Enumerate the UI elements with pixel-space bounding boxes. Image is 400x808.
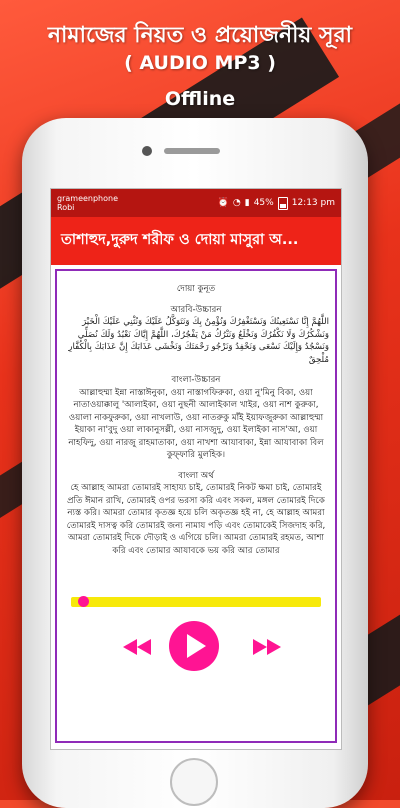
carrier-name-secondary: Robi	[57, 203, 75, 212]
arabic-section-heading: আরবি-উচ্চারন	[170, 304, 222, 315]
alarm-icon: ⏰	[217, 198, 229, 208]
app-toolbar	[51, 217, 341, 265]
play-button[interactable]	[169, 621, 219, 671]
clock: 12:13 pm	[291, 198, 335, 208]
rewind-button[interactable]	[121, 637, 153, 661]
wifi-icon: ◔	[232, 198, 241, 208]
promo-title: নামাজের নিয়ত ও প্রয়োজনীয় সূরা	[47, 23, 353, 48]
promo-subtitle: ( AUDIO MP3 )	[124, 52, 276, 74]
phone-screen	[50, 188, 342, 750]
status-icons	[218, 197, 335, 210]
carrier-info	[57, 194, 118, 212]
meaning-section-heading: বাংলা অর্থ	[178, 470, 214, 481]
toolbar-title: তাশাহুদ,দুরুদ শরীফ ও দোয়া মাসুরা অ...	[61, 232, 299, 248]
audio-seek-bar[interactable]	[71, 597, 321, 607]
battery-icon	[278, 197, 288, 210]
promo-offline-label: Offline	[164, 88, 236, 110]
fast-forward-icon	[251, 637, 283, 657]
dua-text-scroll[interactable]	[57, 271, 335, 601]
fast-forward-button[interactable]	[251, 637, 283, 661]
battery-percent: 45%	[253, 198, 274, 208]
earpiece-speaker	[164, 148, 220, 154]
status-bar	[51, 189, 341, 217]
playback-controls	[57, 621, 335, 681]
arabic-text: اللَّهُمَّ إِنَّا نَسْتَعِينُكَ وَنَسْتَغْفِرُكَ وَنُؤْمِنُ بِكَ وَنَتَوَكَّلُ عَلَيْكَ وَنُثْنِي عَلَيْكَ الْخَيْرَ وَنَشْكُرُكَ وَلَا نَكْفُرُكَ وَنَخْلَعُ وَنَتْرُكُ مَنْ يَفْجُرُكَ، اللَّهُمَّ إِيَّاكَ نَعْبُدُ وَلَكَ نُصَلِّي وَنَسْجُدُ وَإِلَيْكَ نَسْعَى وَنَحْفِدُ وَنَرْجُو رَحْمَتَكَ وَنَخْشَى عَذَابَكَ إِنَّ عَذَابَكَ بِالْكُفَّارِ مُلْحِقٌ	[68, 317, 329, 365]
carrier-name: grameenphone	[57, 194, 119, 203]
signal-icon: ▮	[244, 198, 250, 208]
front-camera	[142, 146, 152, 156]
rewind-icon	[121, 637, 153, 657]
dua-heading: দোয়া কুনূত	[176, 284, 216, 294]
bangla-section-heading: বাংলা-উচ্চারন	[171, 375, 221, 385]
seek-thumb[interactable]	[78, 596, 89, 607]
home-button[interactable]	[170, 758, 218, 806]
bangla-transliteration: আল্লাহুম্মা ইন্না নাস্তাঈনুকা, ওয়া নাস্তাগফিরুকা, ওয়া নু'মিনু বিকা, ওয়া নাতাওয়াক্কালু 'আলাইকা, ওয়া নুছনী আলাইকাল খাইর, ওয়া নাশ কুরুকা, ওয়ালা নাকফুরুকা, ওয়া নাখলাউ, ওয়া নাতরুকু মাঁই ইয়াফজুরুকা আল্লাহুম্মা ইয়াকা না'বুদু ওয়া লাকানুসল্লী, ওয়া নাসজুদু, ওয়া ইলাইকা নাস'আ, ওয়া নাহফিদু, ওয়া নারজু রাহমাতাকা, ওয়া নাখশা আযাবাকা, ইন্না আযাবাকা বিল কুফ্ফারি মুলহিক।	[68, 387, 324, 460]
bangla-meaning: হে আল্লাহ আমরা তোমারই সাহায্য চাই, তোমারই নিকট ক্ষমা চাই, তোমারই প্রতি ঈমান রাখি, তোমারই ওপর ভরসা করি এবং সকল, মঙ্গল তোমারই দিকে ন্যস্ত করি। আমরা তোমার কৃতজ্ঞ হয়ে চলি অকৃতজ্ঞ হই না, হে আল্লাহ আমরা তোমারই দাসত্ব করি তোমারই জন্য নামায পড়ি এবং তোমাকেই সিজদাহ করি, আমরা তোমারই দিকে দৌড়াই ও এগিয়ে চলি। আমরা তোমারই রহমত, আশা করি এবং তোমার আযাবকে ভয় করি আর তোমার	[66, 483, 326, 556]
phone-frame	[22, 118, 368, 808]
content-card	[55, 269, 337, 743]
play-icon	[185, 633, 207, 659]
